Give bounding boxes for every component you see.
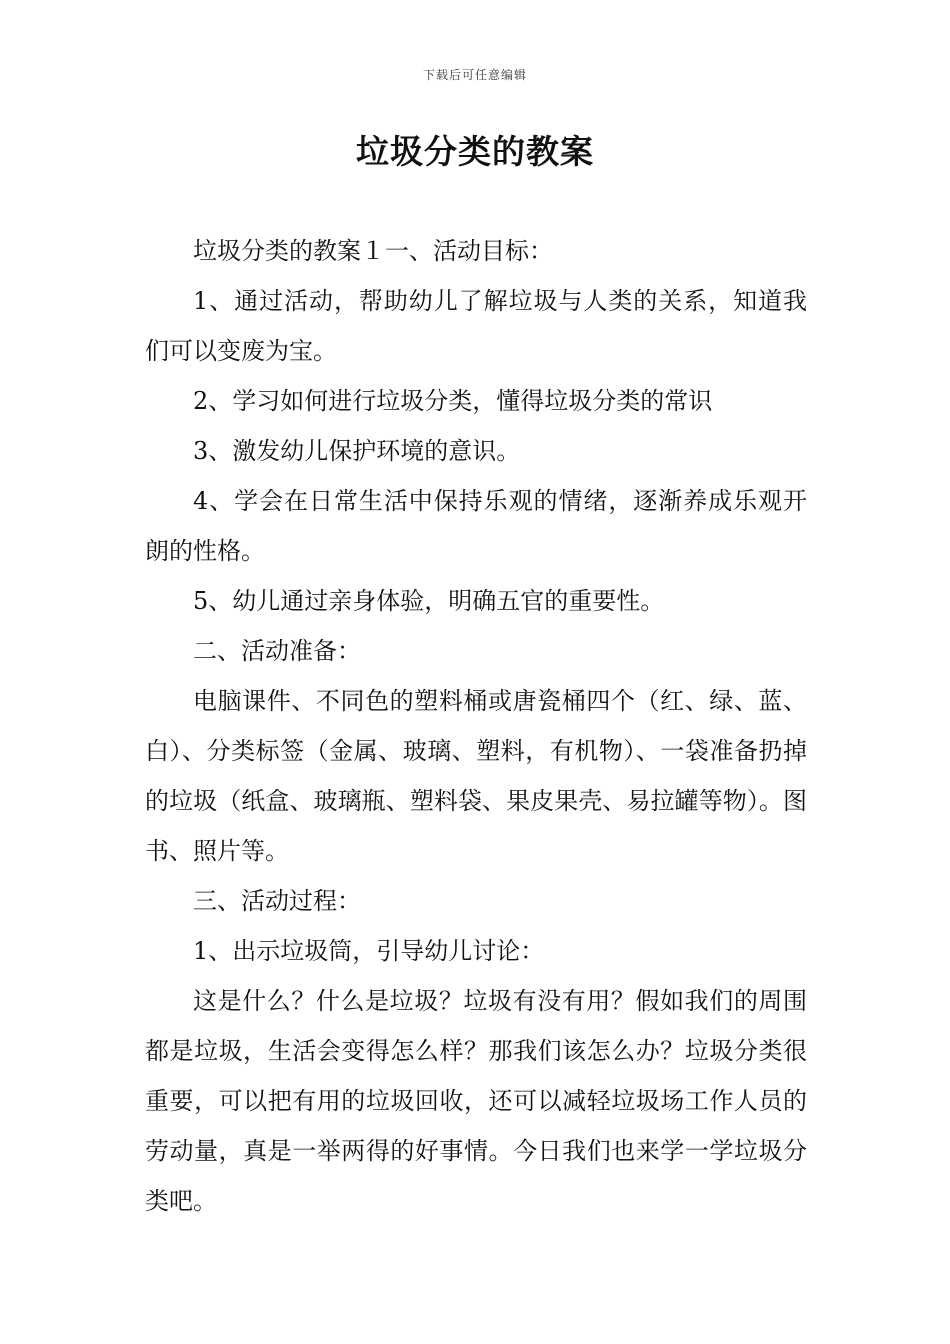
paragraph-intro-goals: 垃圾分类的教案１一、活动目标： [193, 237, 553, 265]
header-note: 下载后可任意编辑 [422, 68, 527, 82]
paragraph-goal-2: 2、学习如何进行垃圾分类，懂得垃圾分类的常识 [193, 387, 713, 415]
document-title: 垃圾分类的教案 [356, 132, 594, 171]
paragraph-goal-5: 5、幼儿通过亲身体验，明确五官的重要性。 [193, 587, 665, 615]
paragraph-goal-3: 3、激发幼儿保护环境的意识。 [193, 437, 521, 465]
paragraph-discussion: 这是什么？什么是垃圾？垃圾有没有用？假如我们的周围都是垃圾，生活会变得怎么样？那我们该怎么办？垃圾分类很重要，可以把有用的垃圾回收，还可以减轻垃圾场工作人员的劳动量，真是一举两得的好事情。今日我们也来学一学垃圾分类吧。 [145, 987, 807, 1215]
section-heading-process: 三、活动过程： [193, 887, 361, 915]
paragraph-goal-1: 1、通过活动，帮助幼儿了解垃圾与人类的关系，知道我们可以变废为宝。 [145, 287, 807, 365]
document-body [145, 226, 807, 1226]
paragraph-preparation: 电脑课件、不同色的塑料桶或唐瓷桶四个（红、绿、蓝、白）、分类标签（金属、玻璃、塑料，有机物）、一袋准备扔掉的垃圾（纸盒、玻璃瓶、塑料袋、果皮果壳、易拉罐等物）。图书、照片等。 [145, 687, 807, 865]
section-heading-preparation: 二、活动准备： [193, 637, 361, 665]
paragraph-process-step-1: 1、出示垃圾筒，引导幼儿讨论： [193, 937, 545, 965]
paragraph-goal-4: 4、学会在日常生活中保持乐观的情绪，逐渐养成乐观开朗的性格。 [145, 487, 807, 565]
